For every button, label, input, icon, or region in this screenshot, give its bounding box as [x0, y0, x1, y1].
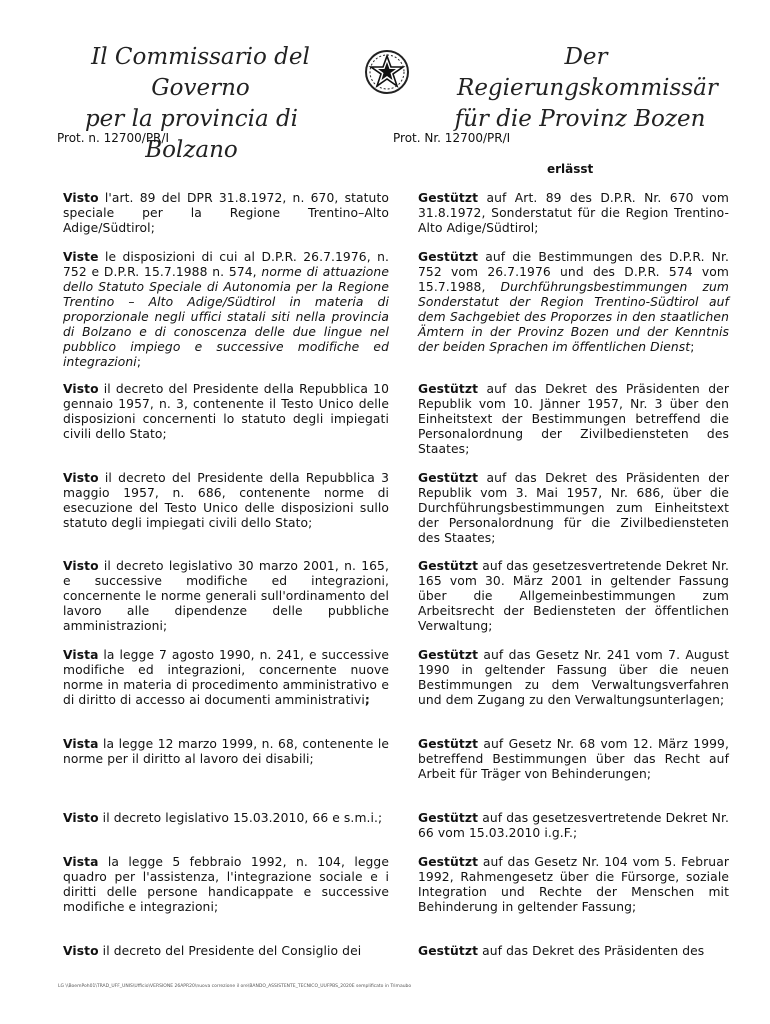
- lead-word: Visto: [63, 471, 99, 485]
- lead-word: Vista: [63, 648, 99, 662]
- paragraph-italic-text: norme di attuazione dello Statuto Speciale di Autonomia per la Regione Trentino – Alto Adige/Südtirol in materia di proporzionale negli uffici statali siti nella provincia di Bolzano e di conoscenza delle due lingue nel pubblico impiego e successive modifiche ed integrazioni: [63, 265, 389, 369]
- paragraph-tail: ;: [690, 340, 695, 354]
- paragraph-text: auf das Dekret des Präsidenten der Republik vom 10. Jänner 1957, Nr. 3 über den Einheitstext der Bestimmungen betreffend die Personalordnung der Zivilbediensteten des Staates;: [418, 382, 729, 456]
- paragraph-de: [418, 737, 729, 782]
- paragraph-de: [418, 811, 729, 841]
- paragraph-de: [418, 648, 729, 708]
- lead-word: Gestützt: [418, 191, 479, 205]
- protocol-number-it: Prot. n. 12700/PR/I: [57, 131, 169, 145]
- paragraph-text: auf das Dekret des Präsidenten der Republik vom 3. Mai 1957, Nr. 686, über die Durchführungsbestimmungen zum Einheitstext der Personalordnung für die Zivilbediensteten des Staates;: [418, 471, 729, 545]
- paragraph-text: la legge 12 marzo 1999, n. 68, contenente le norme per il diritto al lavoro dei disabili;: [63, 737, 389, 766]
- lead-word: Visto: [63, 811, 99, 825]
- file-path-footer: LG \\BoemPoh01\TRAD_UFF_UNIS\Ufficio\VERSIONE 26APR20\nuova correzione il ore\BANDO_ASSISTENTE_TECNICO_UUFPBS_2020E semplificato in Trimaubo: [58, 984, 412, 989]
- lead-word: Gestützt: [418, 648, 479, 662]
- lead-word: Gestützt: [418, 944, 479, 958]
- header-left-line2: per la provincia di Bolzano: [84, 106, 299, 163]
- paragraph-de: [418, 382, 729, 457]
- lead-word: Gestützt: [418, 811, 479, 825]
- paragraph-text: il decreto legislativo 30 marzo 2001, n. 165, e successive modifiche ed integrazioni, concernente le norme generali sull'ordinamento del lavoro alle dipendenze delle pubbliche amministrazioni;: [63, 559, 389, 633]
- italian-republic-emblem-icon: [363, 48, 411, 96]
- paragraph-it: [63, 855, 389, 915]
- paragraph-tail: ;: [364, 693, 370, 707]
- paragraph-it: [63, 382, 389, 442]
- protocol-number-de: Prot. Nr. 12700/PR/I: [393, 131, 511, 145]
- paragraph-text: auf die Bestimmungen des D.P.R. Nr. 752 vom 26.7.1976 und des D.P.R. 574 vom 15.7.1988,: [418, 250, 729, 294]
- paragraph-it: [63, 648, 389, 708]
- paragraph-it: [63, 250, 389, 370]
- lead-word: Visto: [63, 191, 99, 205]
- paragraph-text: auf das gesetzesvertretende Dekret Nr. 165 vom 30. März 2001 in geltender Fassung über die Allgemeinbestimmungen zum Arbeitsrecht der Bediensteten der öffentlichen Verwaltung;: [418, 559, 729, 633]
- lead-word: Vista: [63, 737, 99, 751]
- lead-word: Gestützt: [418, 382, 479, 396]
- paragraph-de: [418, 944, 729, 959]
- lead-word: Gestützt: [418, 559, 479, 573]
- header-german-title: [445, 42, 718, 135]
- paragraph-de: [418, 250, 729, 355]
- paragraph-text: la legge 7 agosto 1990, n. 241, e successive modifiche ed integrazioni, concernente nuove norme in materia di procedimento amministrativo e di diritto di accesso ai documenti amministrativi: [63, 648, 389, 707]
- header-right-line2: für die Provinz Bozen: [454, 106, 706, 132]
- lead-word: Gestützt: [418, 471, 479, 485]
- paragraph-text: auf das Gesetz Nr. 241 vom 7. August 1990 in geltender Fassung über die neuen Bestimmungen zu dem Verwaltungsverfahren und dem Zugang zu den Verwaltungsunterlagen;: [418, 648, 729, 707]
- header-right-line1: Der Regierungskommissär: [457, 44, 718, 101]
- paragraph-de: [418, 855, 729, 915]
- paragraph-text: il decreto del Presidente della Repubblica 3 maggio 1957, n. 686, contenente norme di esecuzione del Testo Unico delle disposizioni sullo statuto degli impiegati civili dello Stato;: [63, 471, 389, 530]
- paragraph-it: [63, 191, 389, 236]
- paragraph-text: auf Gesetz Nr. 68 vom 12. März 1999, betreffend Bestimmungen über das Recht auf Arbeit für Träger von Behinderungen;: [418, 737, 729, 781]
- paragraph-text: auf das Gesetz Nr. 104 vom 5. Februar 1992, Rahmengesetz über die Fürsorge, soziale Integration und Rechte der Menschen mit Behinderung in geltender Fassung;: [418, 855, 729, 914]
- paragraph-tail: ;: [136, 355, 142, 369]
- decree-verb-de: erlässt: [547, 162, 594, 176]
- lead-word: Vista: [63, 855, 99, 869]
- paragraph-italic-text: Durchführungsbestimmungen zum Sonderstatut der Region Trentino-Südtirol auf dem Sachgebiet des Proporzes in den staatlichen Ämtern in der Provinz Bozen und der Kenntnis der beiden Sprachen im öffentlichen Dienst: [418, 280, 729, 354]
- header-left-line1: Il Commissario del Governo: [91, 44, 310, 101]
- paragraph-text: auf das gesetzesvertretende Dekret Nr. 66 vom 15.03.2010 i.g.F.;: [418, 811, 729, 840]
- paragraph-text: il decreto legislativo 15.03.2010, 66 e s.m.i.;: [98, 811, 383, 825]
- paragraph-text: le disposizioni di cui al D.P.R. 26.7.1976, n. 752 e D.P.R. 15.7.1988 n. 574,: [63, 250, 389, 279]
- paragraph-it: [63, 559, 389, 634]
- paragraph-it: [63, 471, 389, 531]
- lead-word: Viste: [63, 250, 99, 264]
- paragraph-de: [418, 191, 729, 236]
- paragraph-text: auf Art. 89 des D.P.R. Nr. 670 vom 31.8.1972, Sonderstatut für die Region Trentino-Alto Adige/Südtirol;: [418, 191, 729, 235]
- paragraph-de: [418, 471, 729, 546]
- paragraph-text: il decreto del Presidente del Consiglio dei: [98, 944, 362, 958]
- lead-word: Gestützt: [418, 250, 479, 264]
- lead-word: Visto: [63, 944, 99, 958]
- paragraph-text: l'art. 89 del DPR 31.8.1972, n. 670, statuto speciale per la Regione Trentino–Alto Adige/Südtirol;: [63, 191, 389, 235]
- lead-word: Visto: [63, 559, 99, 573]
- lead-word: Visto: [63, 382, 99, 396]
- paragraph-it: [63, 944, 389, 959]
- paragraph-it: [63, 811, 389, 826]
- paragraph-text: la legge 5 febbraio 1992, n. 104, legge quadro per l'assistenza, l'integrazione sociale e i diritti delle persone handicappate e successive modifiche e integrazioni;: [63, 855, 389, 914]
- paragraph-text: auf das Dekret des Präsidenten des: [478, 944, 705, 958]
- paragraph-de: [418, 559, 729, 634]
- paragraph-it: [63, 737, 389, 767]
- paragraph-text: il decreto del Presidente della Repubblica 10 gennaio 1957, n. 3, contenente il Testo Unico delle disposizioni concernenti lo statuto degli impiegati civili dello Stato;: [63, 382, 389, 441]
- lead-word: Gestützt: [418, 737, 479, 751]
- lead-word: Gestützt: [418, 855, 479, 869]
- header-italian-title: [58, 42, 343, 166]
